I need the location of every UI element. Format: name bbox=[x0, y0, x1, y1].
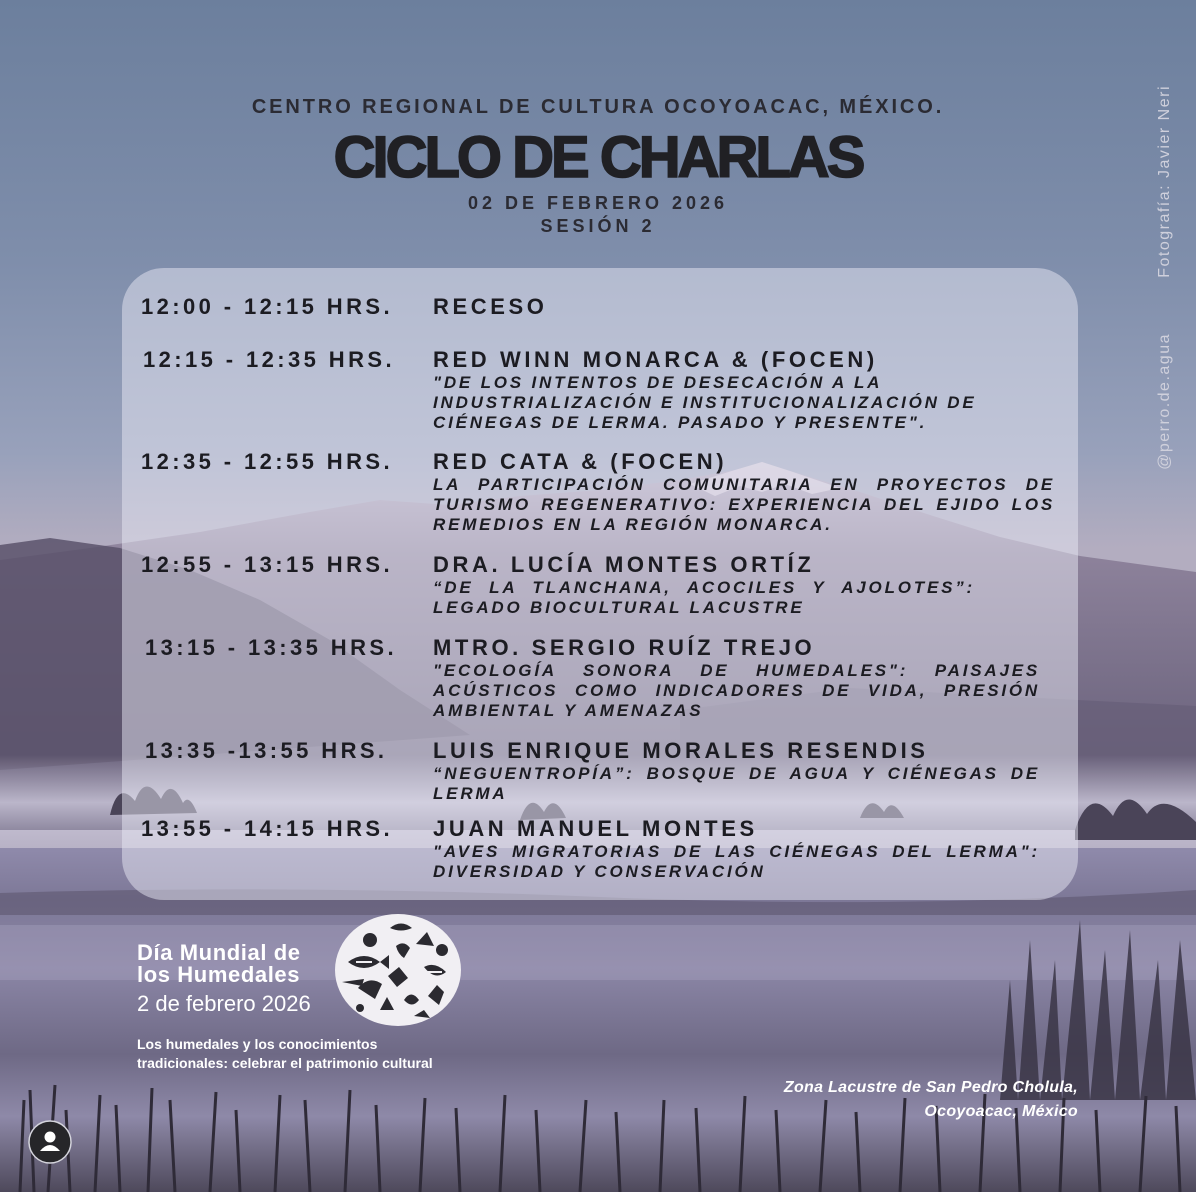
logo-theme-line2: tradicionales: celebrar el patrimonio cultural bbox=[137, 1055, 433, 1071]
talk-description bbox=[433, 842, 1040, 882]
description-line: "DE LOS INTENTOS DE DESECACIÓN A LA bbox=[433, 373, 883, 392]
talk-title: RED CATA & (FOCEN) bbox=[433, 449, 728, 474]
talk-title: LUIS ENRIQUE MORALES RESENDIS bbox=[433, 738, 929, 763]
schedule-row bbox=[0, 450, 1196, 540]
schedule-row bbox=[0, 348, 1196, 438]
description-line: INDUSTRIALIZACIÓN E INSTITUCIONALIZACIÓN DE bbox=[433, 393, 977, 412]
location-line2: Ocoyoacac, México bbox=[924, 1103, 1078, 1120]
session-label: SESIÓN 2 bbox=[540, 216, 656, 236]
time-slot: 12:55 - 13:15 HRS. bbox=[141, 552, 393, 577]
description-line: “NEGUENTROPÍA”: BOSQUE DE AGUA Y CIÉNEGAS DE bbox=[433, 764, 1040, 783]
social-handle: @perro.de.agua bbox=[1156, 333, 1173, 470]
description-line: LEGADO BIOCULTURAL LACUSTRE bbox=[433, 598, 805, 617]
time-slot: 13:35 -13:55 HRS. bbox=[145, 738, 388, 763]
photo-credit: Fotografía: Javier Neri bbox=[1156, 85, 1173, 278]
talk-description bbox=[433, 373, 1033, 433]
time-slot: 12:15 - 12:35 HRS. bbox=[143, 347, 395, 372]
description-line: DIVERSIDAD Y CONSERVACIÓN bbox=[433, 862, 766, 881]
description-line: TURISMO REGENERATIVO: EXPERIENCIA DEL EJIDO LOS bbox=[433, 495, 1055, 514]
talk-description bbox=[433, 764, 1040, 804]
talk-title: RED WINN MONARCA & (FOCEN) bbox=[433, 347, 878, 372]
description-line: LA PARTICIPACIÓN COMUNITARIA EN PROYECTOS DE bbox=[433, 475, 1055, 494]
description-line: REMEDIOS EN LA REGIÓN MONARCA. bbox=[433, 515, 833, 534]
talk-title: RECESO bbox=[433, 294, 548, 319]
location-line1: Zona Lacustre de San Pedro Cholula, bbox=[783, 1079, 1078, 1096]
description-line: "ECOLOGÍA SONORA DE HUMEDALES": PAISAJES bbox=[433, 661, 1040, 680]
venue-heading: CENTRO REGIONAL DE CULTURA OCOYOACAC, MÉXICO. bbox=[251, 96, 945, 118]
description-line: “DE LA TLANCHANA, ACOCILES Y AJOLOTES”: bbox=[433, 578, 975, 597]
schedule-row bbox=[0, 636, 1196, 726]
talk-title: DRA. LUCÍA MONTES ORTÍZ bbox=[433, 552, 815, 577]
talk-description bbox=[433, 475, 1055, 535]
description-line: CIÉNEGAS DE LERMA. PASADO Y PRESENTE". bbox=[433, 413, 928, 432]
schedule-row bbox=[0, 553, 1196, 643]
description-line: ACÚSTICOS COMO INDICADORES DE VIDA, PRESIÓN bbox=[433, 681, 1040, 700]
event-date: 02 DE FEBRERO 2026 bbox=[467, 193, 729, 213]
talk-description bbox=[433, 661, 1040, 721]
talk-title: MTRO. SERGIO RUÍZ TREJO bbox=[433, 635, 816, 660]
talk-title: JUAN MANUEL MONTES bbox=[433, 816, 758, 841]
time-slot: 12:35 - 12:55 HRS. bbox=[141, 449, 393, 474]
description-line: LERMA bbox=[433, 784, 508, 803]
logo-theme-line1: Los humedales y los conocimientos bbox=[137, 1036, 378, 1052]
description-line: AMBIENTAL Y AMENAZAS bbox=[433, 701, 704, 720]
logo-date: 2 de febrero 2026 bbox=[137, 991, 311, 1016]
wetlands-emblem-icon bbox=[330, 912, 465, 1030]
page-title: CICLO DE CHARLAS bbox=[333, 125, 863, 190]
talk-description bbox=[433, 578, 975, 618]
user-icon[interactable] bbox=[28, 1120, 72, 1164]
description-line: "AVES MIGRATORIAS DE LAS CIÉNEGAS DEL LERMA": bbox=[433, 842, 1040, 861]
logo-title-line2: los Humedales bbox=[137, 962, 301, 987]
time-slot: 13:55 - 14:15 HRS. bbox=[141, 816, 393, 841]
schedule-row bbox=[0, 817, 1196, 907]
logo-title-line1: Día Mundial de bbox=[137, 940, 301, 965]
time-slot: 13:15 - 13:35 HRS. bbox=[145, 635, 397, 660]
time-slot: 12:00 - 12:15 HRS. bbox=[141, 294, 393, 319]
